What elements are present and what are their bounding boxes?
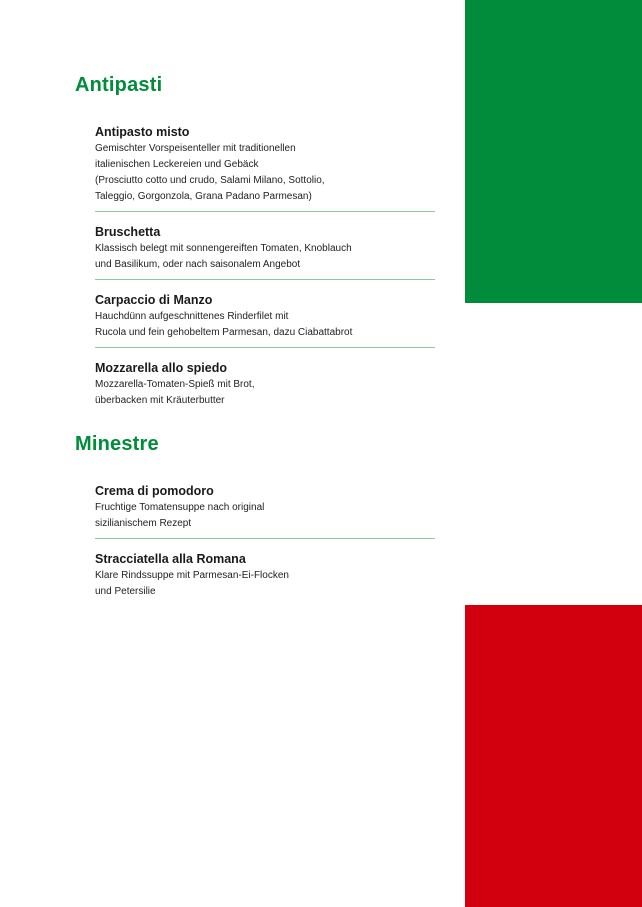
description-line: Rucola und fein gehobeltem Parmesan, dazu Ciabattabrot bbox=[95, 327, 353, 338]
menu-item bbox=[95, 124, 435, 212]
menu-item-description bbox=[95, 141, 435, 205]
description-line: überbacken mit Kräuterbutter bbox=[95, 395, 225, 406]
menu-item-name: Antipasto misto bbox=[95, 125, 190, 139]
description-line: (Prosciutto cotto und crudo, Salami Milano, Sottolio, bbox=[95, 175, 325, 186]
menu-item bbox=[95, 224, 435, 280]
description-line: Taleggio, Gorgonzola, Grana Padano Parmesan) bbox=[95, 191, 312, 202]
description-line: Klassisch belegt mit sonnengereiften Tomaten, Knoblauch bbox=[95, 243, 352, 254]
menu-item-description bbox=[95, 377, 435, 409]
menu-item-description bbox=[95, 568, 435, 600]
menu-item-name: Carpaccio di Manzo bbox=[95, 293, 213, 307]
description-line: Fruchtige Tomatensuppe nach original bbox=[95, 502, 265, 513]
flag-red-block bbox=[465, 605, 642, 907]
section-title-minestre: Minestre bbox=[75, 433, 159, 455]
menu-item bbox=[95, 551, 435, 606]
antipasti-list bbox=[95, 124, 435, 427]
description-line: sizilianischem Rezept bbox=[95, 518, 192, 529]
menu-item-description bbox=[95, 241, 435, 273]
menu-item-description bbox=[95, 309, 435, 341]
description-line: Gemischter Vorspeisenteller mit traditionellen bbox=[95, 143, 296, 154]
menu-item-description bbox=[95, 500, 435, 532]
menu-item-name: Crema di pomodoro bbox=[95, 484, 214, 498]
menu-item-name: Bruschetta bbox=[95, 225, 161, 239]
description-line: und Basilikum, oder nach saisonalem Angebot bbox=[95, 259, 301, 270]
menu-item-name: Mozzarella allo spiedo bbox=[95, 361, 227, 375]
menu-item bbox=[95, 483, 435, 539]
description-line: und Petersilie bbox=[95, 586, 156, 597]
menu-item bbox=[95, 360, 435, 415]
description-line: italienischen Leckereien und Gebäck bbox=[95, 159, 259, 170]
description-line: Mozzarella-Tomaten-Spieß mit Brot, bbox=[95, 379, 255, 390]
section-title-antipasti: Antipasti bbox=[75, 74, 163, 96]
description-line: Klare Rindssuppe mit Parmesan-Ei-Flocken bbox=[95, 570, 289, 581]
description-line: Hauchdünn aufgeschnittenes Rinderfilet mit bbox=[95, 311, 289, 322]
menu-item-name: Stracciatella alla Romana bbox=[95, 552, 246, 566]
minestre-list bbox=[95, 483, 435, 618]
flag-green-block bbox=[465, 0, 642, 303]
menu-item bbox=[95, 292, 435, 348]
